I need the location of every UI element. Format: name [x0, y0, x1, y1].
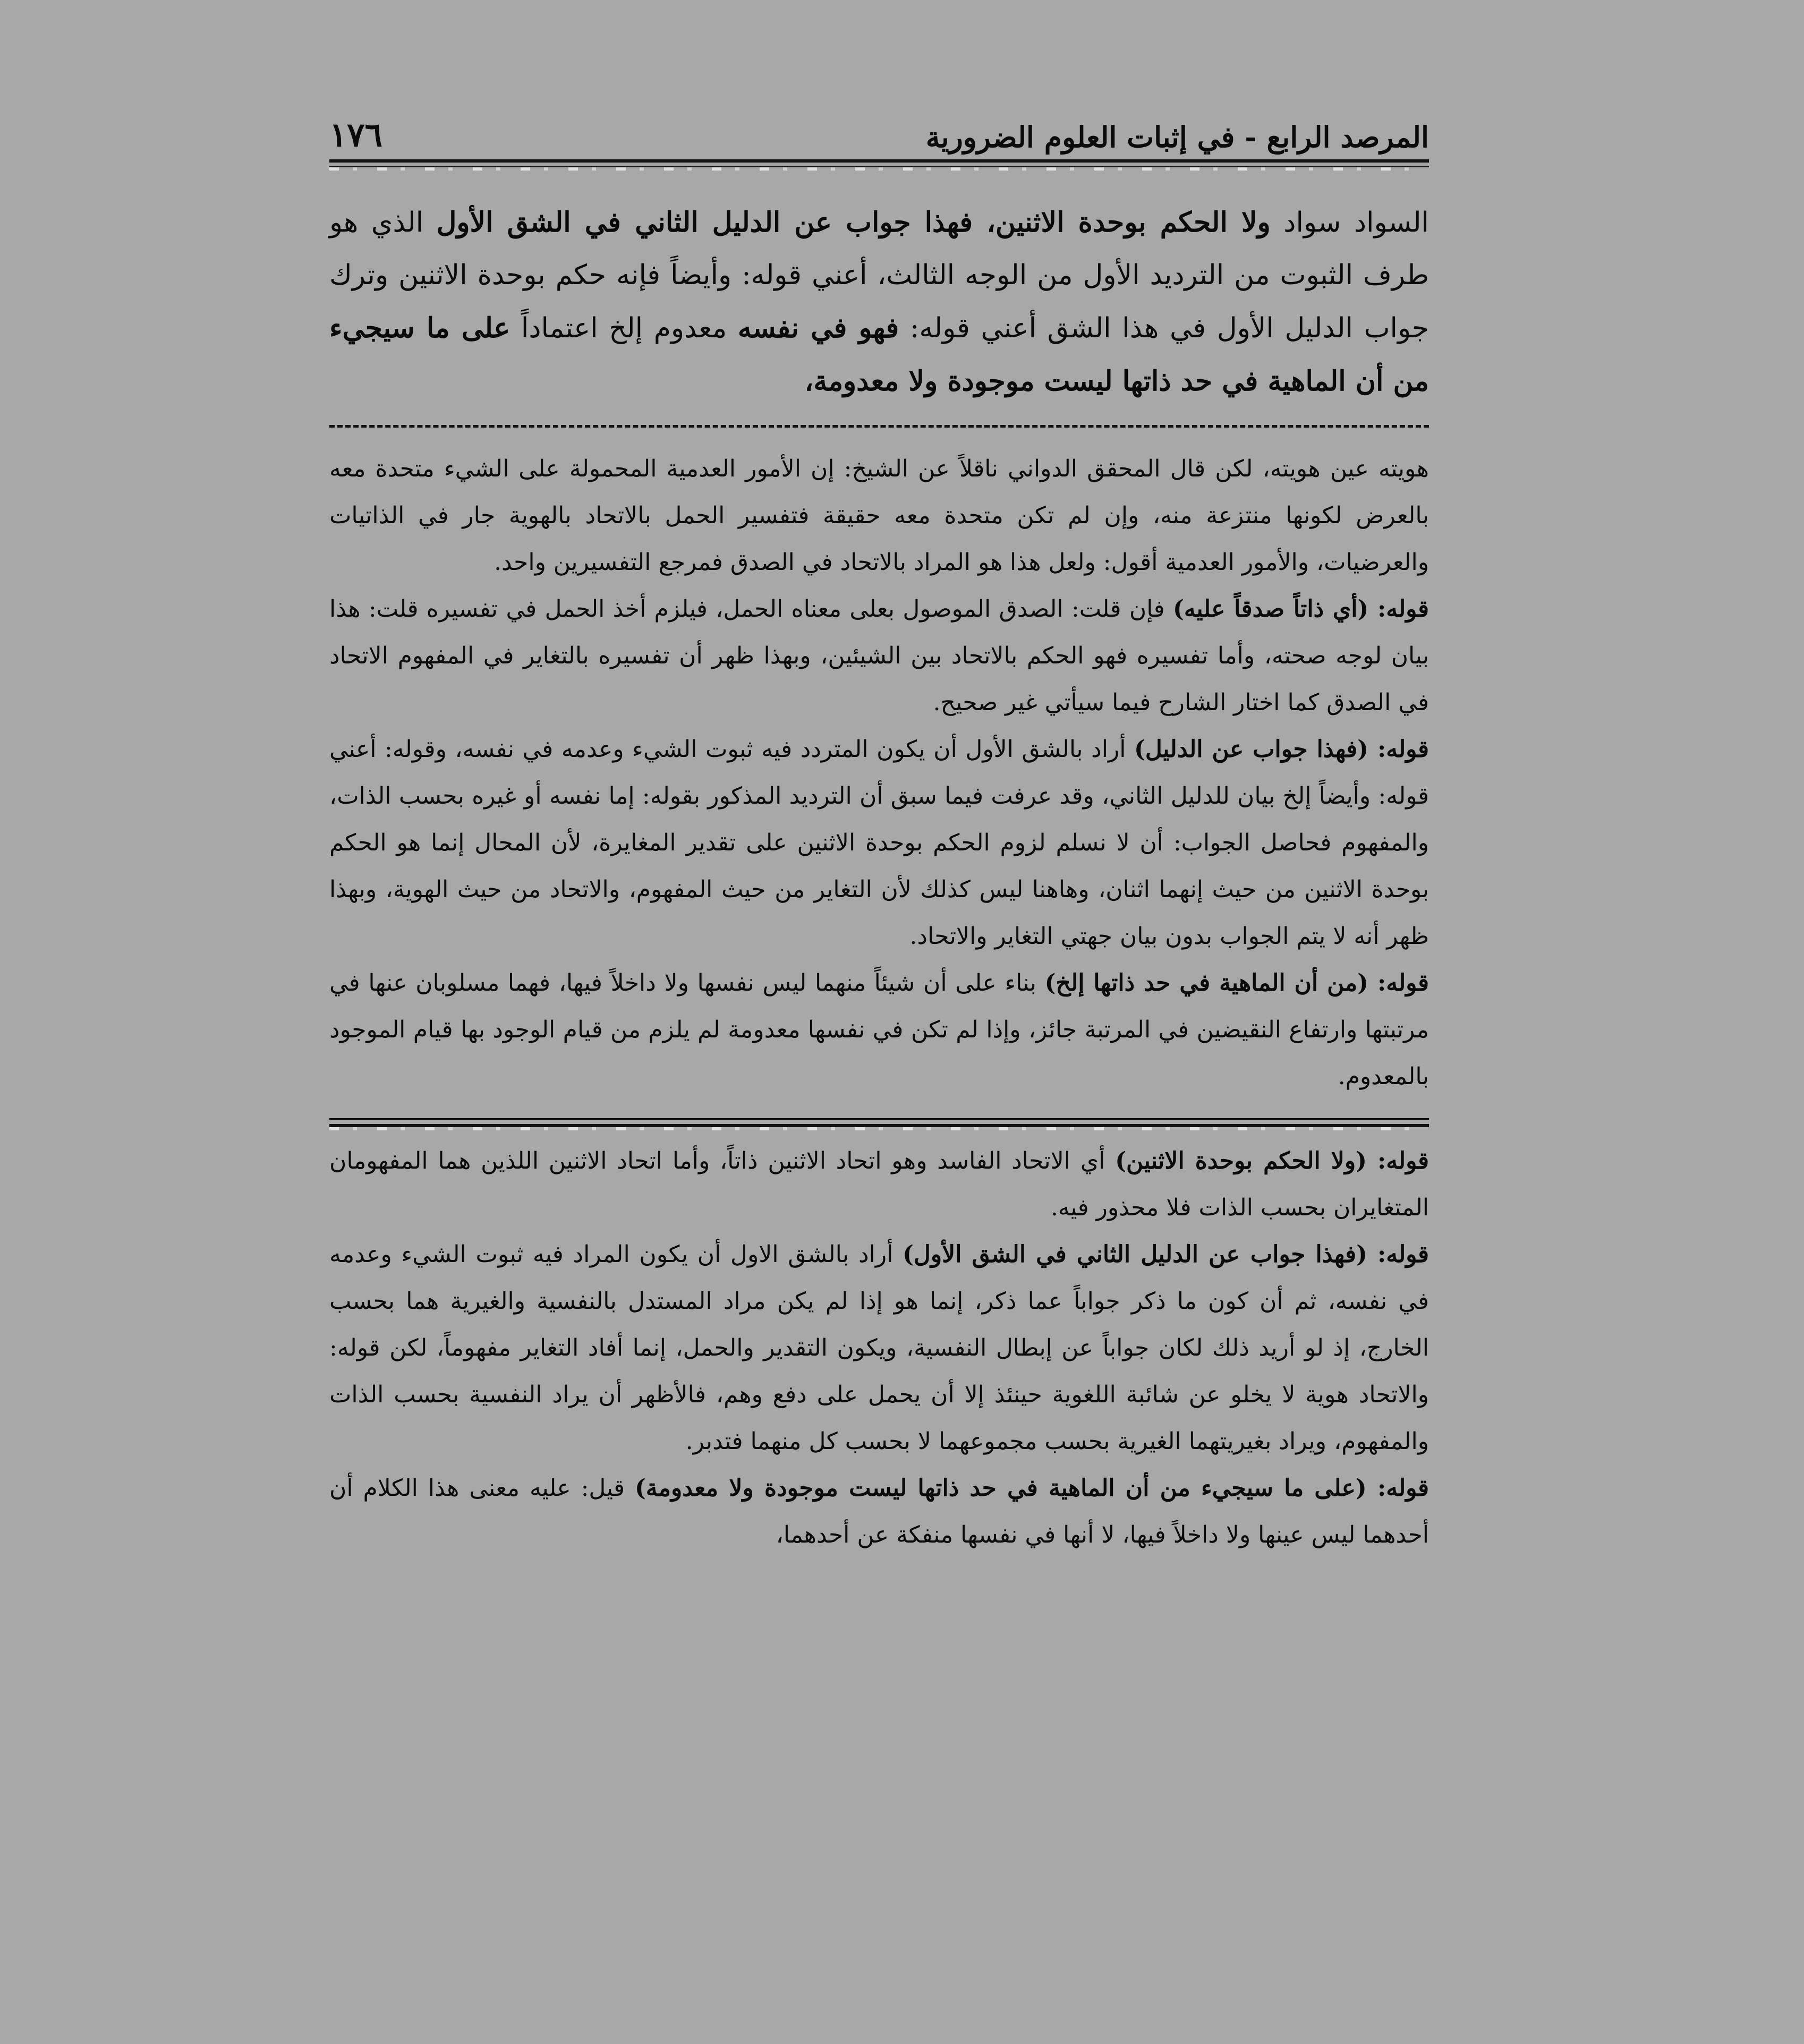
main-text-part: الذي هو طرف الثبوت من الترديد الأول من الوجه الثالث، أعني قوله: وأيضاً فإنه حكم بوحدة الاثنين وترك جواب الدليل الأول في هذا الشق أعني قوله:: [329, 207, 1429, 344]
commentary-paragraph: [329, 1231, 1429, 1465]
page-number: ١٧٦: [329, 115, 382, 154]
paragraph-lead: قوله:: [1368, 736, 1429, 763]
paragraph-text: أراد بالشق الأول أن يكون المتردد فيه ثبوت الشيء وعدمه في نفسه، وقوله: أعني قوله: وأيضاً إلخ بيان للدليل الثاني، وقد عرفت فيما سبق أن الترديد المذكور بقوله: إما نفسه أو غيره بحسب الذات، والمفهوم فحاصل الجواب: أن لا نسلم لزوم الحكم بوحدة الاثنين على تقدير المغايرة، لأن المحال إنما هو الحكم بوحدة الاثنين من حيث إنهما اثنان، وهاهنا ليس كذلك لأن التغاير من حيث المفهوم، والاتحاد من حيث الهوية، وبهذا ظهر أنه لا يتم الجواب بدون بيان جهتي التغاير والاتحاد.: [329, 736, 1429, 950]
main-text-bold: على ما سيجيء من أن الماهية في حد ذاتها ليست موجودة ولا معدومة،: [329, 312, 1429, 397]
commentary-block-2: [329, 1138, 1429, 1558]
main-text-part: معدوم إلخ اعتماداً: [510, 312, 738, 344]
header-rule: [329, 159, 1429, 167]
commentary-paragraph: [329, 446, 1429, 586]
paragraph-lead: قوله:: [1366, 1475, 1429, 1502]
commentary-block-1: [329, 446, 1429, 1100]
main-text-bold: ولا الحكم بوحدة الاثنين، فهذا جواب عن الدليل الثاني في الشق الأول: [436, 206, 1271, 239]
dashed-separator: [329, 425, 1429, 428]
paragraph-text: بناء على أن شيئاً منهما ليس نفسها ولا داخلاً فيها، فهما مسلوبان عنها في مرتبتها وارتفاع النقيضين في المرتبة جائز، وإذا لم تكن في نفسها معدومة لم يلزم من قيام الوجود بها قيام الموجود بالمعدوم.: [329, 969, 1429, 1090]
paragraph-lead: قوله:: [1367, 1241, 1429, 1268]
paragraph-text: أراد بالشق الاول أن يكون المراد فيه ثبوت الشيء وعدمه في نفسه، ثم أن كون ما ذكر جواباً عما ذكر، إنما هو إذا لم يكن مراد المستدل بالنفسية والغيرية هما بحسب الخارج، إذ لو أريد ذلك لكان جواباً عن إبطال النفسية، ويكون التقدير والحمل، إنما أفاد التغاير مفهوماً، لكن قوله: والاتحاد هوية لا يخلو عن شائبة اللغوية حينئذ إلا أن يحمل على دفع وهم، فالأظهر أن يراد النفسية بحسب الذات والمفهوم، ويراد بغيريتهما الغيرية بحسب مجموعهما لا بحسب كل منهما فتدبر.: [329, 1241, 1429, 1455]
paragraph-quote: (فهذا جواب عن الدليل الثاني في الشق الأول): [903, 1241, 1367, 1268]
commentary-paragraph: [329, 960, 1429, 1100]
book-page: [329, 101, 1429, 2024]
main-text: [329, 196, 1429, 408]
paragraph-quote: (أي ذاتاً صدقاً عليه): [1173, 595, 1369, 623]
running-title: المرصد الرابع - في إثبات العلوم الضرورية: [925, 120, 1429, 154]
commentary-paragraph: [329, 1465, 1429, 1558]
paragraph-quote: (فهذا جواب عن الدليل): [1134, 736, 1369, 763]
paragraph-text: هويته عين هويته، لكن قال المحقق الدواني ناقلاً عن الشيخ: إن الأمور العدمية المحمولة على الشيء متحدة معه بالعرض لكونها منتزعة منه، وإن لم تكن متحدة معه حقيقة فتفسير الحمل بالاتحاد بالهوية جار في الذاتيات والعرضيات، والأمور العدمية أقول: ولعل هذا هو المراد بالاتحاد في الصدق فمرجع التفسيرين واحد.: [329, 455, 1429, 576]
paragraph-text: قيل: عليه معنى هذا الكلام أن أحدهما ليس عينها ولا داخلاً فيها، لا أنها في نفسها منفكة عن أحدهما،: [329, 1475, 1429, 1548]
paragraph-lead: قوله:: [1368, 969, 1429, 997]
page-header: [329, 101, 1429, 154]
paragraph-quote: (على ما سيجيء من أن الماهية في حد ذاتها ليست موجودة ولا معدومة): [634, 1475, 1367, 1502]
paragraph-text: أي الاتحاد الفاسد وهو اتحاد الاثنين ذاتاً، وأما اتحاد الاثنين اللذين هما المفهومان المتغايران بحسب الذات فلا محذور فيه.: [329, 1147, 1429, 1221]
header-rule-specks: [329, 167, 1429, 171]
commentary-paragraph: [329, 586, 1429, 726]
main-text-part: السواد سواد: [1270, 207, 1429, 239]
main-text-bold: فهو في نفسه: [737, 312, 899, 344]
commentary-paragraph: [329, 726, 1429, 960]
section-rule-specks: [329, 1127, 1429, 1130]
paragraph-text: فإن قلت: الصدق الموصول بعلى معناه الحمل، فيلزم أخذ الحمل في تفسيره قلت: هذا بيان لوجه صحته، وأما تفسيره فهو الحكم بالاتحاد بين الشيئين، وبهذا ظهر أن تفسيره بالتغاير في المفهوم الاتحاد في الصدق كما اختار الشارح فيما سيأتي غير صحيح.: [329, 595, 1429, 716]
commentary-paragraph: [329, 1138, 1429, 1231]
section-rule: [329, 1118, 1429, 1127]
paragraph-quote: (ولا الحكم بوحدة الاثنين): [1115, 1147, 1367, 1174]
paragraph-quote: (من أن الماهية في حد ذاتها إلخ): [1044, 969, 1369, 997]
paragraph-lead: قوله:: [1368, 595, 1429, 623]
paragraph-lead: قوله:: [1366, 1147, 1429, 1174]
